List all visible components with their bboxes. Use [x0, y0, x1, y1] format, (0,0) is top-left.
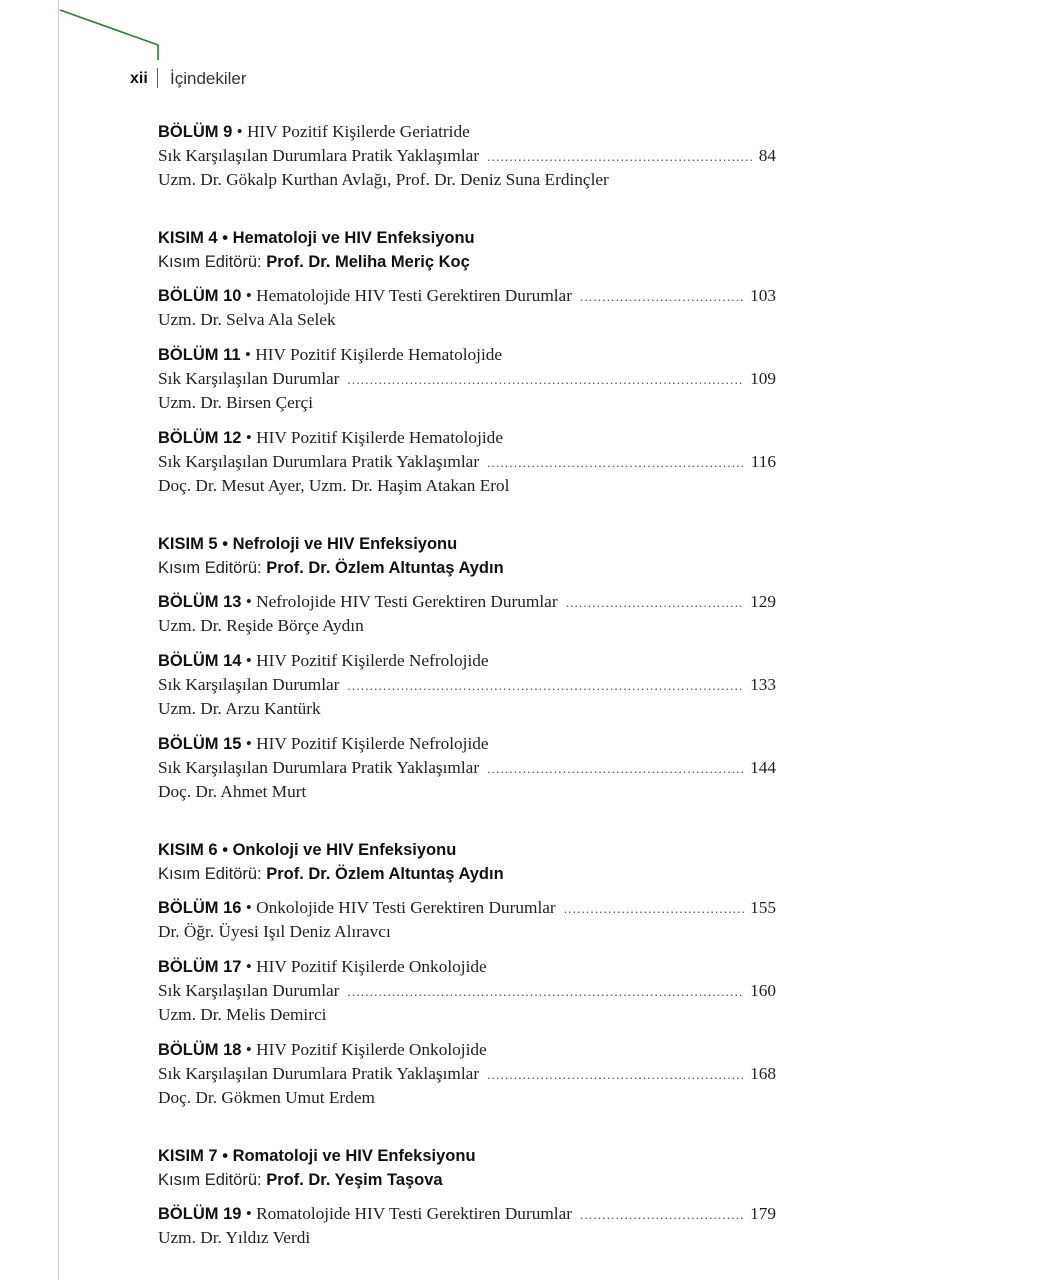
- editor-label: Kısım Editörü:: [158, 865, 262, 883]
- chapter-title-cont: Sık Karşılaşılan Durumlar: [158, 369, 340, 388]
- chapter-label: BÖLÜM 10: [158, 287, 242, 305]
- part-title: Hematoloji ve HIV Enfeksiyonu: [232, 229, 475, 247]
- chapter-title-cont: Sık Karşılaşılan Durumlara Pratik Yaklaşımlar: [158, 146, 480, 165]
- leader-dots: [566, 591, 744, 615]
- table-of-contents: [158, 120, 776, 1250]
- part-title: Nefroloji ve HIV Enfeksiyonu: [232, 535, 458, 553]
- leader-dots: [487, 451, 745, 475]
- toc-chapter[interactable]: BÖLÜM 9 • HIV Pozitif Kişilerde Geriatride Sık Karşılaşılan Durumlara Pratik Yaklaşımlar ..... 84 Uzm. Dr. Gökalp Kurthan Avlağı, Prof. Dr. Deniz Suna Erdinçler: [158, 120, 776, 192]
- leader-dots: [580, 1203, 744, 1227]
- chapter-title-cont: Sık Karşılaşılan Durumlara Pratik Yaklaşımlar: [158, 758, 480, 777]
- editor-label: Kısım Editörü:: [158, 1171, 262, 1189]
- chapter-label: BÖLÜM 18: [158, 1041, 242, 1059]
- leader-dots: [487, 757, 744, 781]
- chapter-authors: Uzm. Dr. Arzu Kantürk: [158, 699, 321, 718]
- chapter-label: BÖLÜM 19: [158, 1205, 242, 1223]
- chapter-page: 168: [750, 1064, 776, 1083]
- chapter-authors: Uzm. Dr. Birsen Çerçi: [158, 393, 314, 412]
- corner-decoration: [0, 0, 170, 60]
- part-editor: Prof. Dr. Özlem Altuntaş Aydın: [266, 865, 504, 883]
- chapter-title-cont: Sık Karşılaşılan Durumlara Pratik Yaklaşımlar: [158, 1064, 480, 1083]
- page-number: xii: [130, 70, 148, 87]
- chapter-page: 129: [750, 592, 776, 611]
- chapter-label: BÖLÜM 14: [158, 652, 242, 670]
- chapter-authors: Doç. Dr. Mesut Ayer, Uzm. Dr. Haşim Atakan Erol: [158, 476, 510, 495]
- toc-part[interactable]: KISIM 5 • Nefroloji ve HIV Enfeksiyonu Kısım Editörü: Prof. Dr. Özlem Altuntaş Aydın: [158, 532, 776, 580]
- chapter-label: BÖLÜM 16: [158, 899, 242, 917]
- toc-chapter[interactable]: BÖLÜM 14 • HIV Pozitif Kişilerde Nefrolojide Sık Karşılaşılan Durumlar ..... 133 Uzm. Dr. Arzu Kantürk: [158, 649, 776, 721]
- chapter-authors: Uzm. Dr. Yıldız Verdi: [158, 1228, 311, 1247]
- leader-dots: [347, 980, 744, 1004]
- part-label: KISIM 4: [158, 229, 218, 247]
- part-label: KISIM 7: [158, 1147, 218, 1165]
- chapter-authors: Dr. Öğr. Üyesi Işıl Deniz Alıravcı: [158, 922, 391, 941]
- chapter-title: Hematolojide HIV Testi Gerektiren Durumlar: [256, 286, 572, 305]
- chapter-label: BÖLÜM 13: [158, 593, 242, 611]
- part-title: Romatoloji ve HIV Enfeksiyonu: [232, 1147, 476, 1165]
- chapter-title: Romatolojide HIV Testi Gerektiren Durumlar: [256, 1204, 573, 1223]
- part-editor: Prof. Dr. Yeşim Taşova: [266, 1171, 443, 1189]
- leader-dots: [487, 1063, 744, 1087]
- leader-dots: [487, 145, 753, 169]
- toc-chapter[interactable]: BÖLÜM 12 • HIV Pozitif Kişilerde Hematolojide Sık Karşılaşılan Durumlara Pratik Yaklaşımlar ..... 116 Doç. Dr. Mesut Ayer, Uzm. Dr. Haşim Atakan Erol: [158, 426, 776, 498]
- chapter-page: 84: [758, 146, 776, 165]
- toc-chapter[interactable]: BÖLÜM 11 • HIV Pozitif Kişilerde Hematolojide Sık Karşılaşılan Durumlar ..... 109 Uzm. Dr. Birsen Çerçi: [158, 343, 776, 415]
- toc-chapter[interactable]: BÖLÜM 19 • Romatolojide HIV Testi Gerektiren Durumlar ..... 179 Uzm. Dr. Yıldız Verdi: [158, 1202, 776, 1250]
- chapter-title-cont: Sık Karşılaşılan Durumlar: [158, 981, 340, 1000]
- chapter-title: HIV Pozitif Kişilerde Hematolojide: [256, 428, 503, 447]
- toc-part[interactable]: KISIM 6 • Onkoloji ve HIV Enfeksiyonu Kısım Editörü: Prof. Dr. Özlem Altuntaş Aydın: [158, 838, 776, 886]
- editor-label: Kısım Editörü:: [158, 559, 262, 577]
- part-editor: Prof. Dr. Meliha Meriç Koç: [266, 253, 470, 271]
- chapter-title-cont: Sık Karşılaşılan Durumlara Pratik Yaklaşımlar: [158, 452, 480, 471]
- chapter-page: 160: [750, 981, 776, 1000]
- chapter-label: BÖLÜM 15: [158, 735, 242, 753]
- leader-dots: [347, 368, 744, 392]
- chapter-label: BÖLÜM 12: [158, 429, 242, 447]
- chapter-authors: Uzm. Dr. Gökalp Kurthan Avlağı, Prof. Dr. Deniz Suna Erdinçler: [158, 170, 609, 189]
- chapter-page: 179: [750, 1204, 776, 1223]
- toc-part[interactable]: KISIM 4 • Hematoloji ve HIV Enfeksiyonu Kısım Editörü: Prof. Dr. Meliha Meriç Koç: [158, 226, 776, 274]
- toc-part[interactable]: KISIM 7 • Romatoloji ve HIV Enfeksiyonu Kısım Editörü: Prof. Dr. Yeşim Taşova: [158, 1144, 776, 1192]
- chapter-authors: Doç. Dr. Gökmen Umut Erdem: [158, 1088, 375, 1107]
- part-editor: Prof. Dr. Özlem Altuntaş Aydın: [266, 559, 504, 577]
- chapter-authors: Uzm. Dr. Selva Ala Selek: [158, 310, 336, 329]
- chapter-title: HIV Pozitif Kişilerde Onkolojide: [256, 957, 487, 976]
- leader-dots: [347, 674, 744, 698]
- chapter-page: 109: [750, 369, 776, 388]
- part-label: KISIM 6: [158, 841, 218, 859]
- leader-dots: [580, 285, 744, 309]
- page-title: İçindekiler: [170, 69, 247, 88]
- toc-parts: [158, 226, 776, 1250]
- header-separator: [157, 68, 158, 88]
- chapter-label: BÖLÜM 11: [158, 346, 241, 364]
- chapter-page: 116: [750, 452, 776, 471]
- toc-chapter[interactable]: BÖLÜM 15 • HIV Pozitif Kişilerde Nefrolojide Sık Karşılaşılan Durumlara Pratik Yaklaşımlar ..... 144 Doç. Dr. Ahmet Murt: [158, 732, 776, 804]
- chapter-title-cont: Sık Karşılaşılan Durumlar: [158, 675, 340, 694]
- chapter-page: 133: [750, 675, 776, 694]
- chapter-label: BÖLÜM 9: [158, 123, 233, 141]
- toc-chapter[interactable]: BÖLÜM 10 • Hematolojide HIV Testi Gerektiren Durumlar ..... 103 Uzm. Dr. Selva Ala Selek: [158, 284, 776, 332]
- chapter-title: Nefrolojide HIV Testi Gerektiren Durumlar: [256, 592, 558, 611]
- chapter-authors: Uzm. Dr. Reşide Börçe Aydın: [158, 616, 364, 635]
- chapter-title: HIV Pozitif Kişilerde Nefrolojide: [256, 734, 489, 753]
- chapter-page: 144: [750, 758, 776, 777]
- chapter-title: HIV Pozitif Kişilerde Onkolojide: [256, 1040, 487, 1059]
- chapter-label: BÖLÜM 17: [158, 958, 242, 976]
- leader-dots: [564, 897, 744, 921]
- toc-chapter[interactable]: BÖLÜM 13 • Nefrolojide HIV Testi Gerektiren Durumlar ..... 129 Uzm. Dr. Reşide Börçe Aydın: [158, 590, 776, 638]
- chapter-title: HIV Pozitif Kişilerde Nefrolojide: [256, 651, 489, 670]
- toc-chapter[interactable]: BÖLÜM 18 • HIV Pozitif Kişilerde Onkolojide Sık Karşılaşılan Durumlara Pratik Yaklaşımlar ..... 168 Doç. Dr. Gökmen Umut Erdem: [158, 1038, 776, 1110]
- chapter-page: 155: [750, 898, 776, 917]
- part-title: Onkoloji ve HIV Enfeksiyonu: [232, 841, 457, 859]
- page-edge: [58, 0, 59, 1280]
- chapter-title: HIV Pozitif Kişilerde Hematolojide: [255, 345, 503, 364]
- part-label: KISIM 5: [158, 535, 218, 553]
- editor-label: Kısım Editörü:: [158, 253, 262, 271]
- chapter-page: 103: [750, 286, 776, 305]
- chapter-authors: Uzm. Dr. Melis Demirci: [158, 1005, 327, 1024]
- toc-chapter[interactable]: BÖLÜM 17 • HIV Pozitif Kişilerde Onkolojide Sık Karşılaşılan Durumlar ..... 160 Uzm. Dr. Melis Demirci: [158, 955, 776, 1027]
- chapter-title: HIV Pozitif Kişilerde Geriatride: [246, 122, 470, 141]
- toc-chapter[interactable]: BÖLÜM 16 • Onkolojide HIV Testi Gerektiren Durumlar ..... 155 Dr. Öğr. Üyesi Işıl Deniz Alıravcı: [158, 896, 776, 944]
- chapter-title: Onkolojide HIV Testi Gerektiren Durumlar: [256, 898, 556, 917]
- chapter-authors: Doç. Dr. Ahmet Murt: [158, 782, 307, 801]
